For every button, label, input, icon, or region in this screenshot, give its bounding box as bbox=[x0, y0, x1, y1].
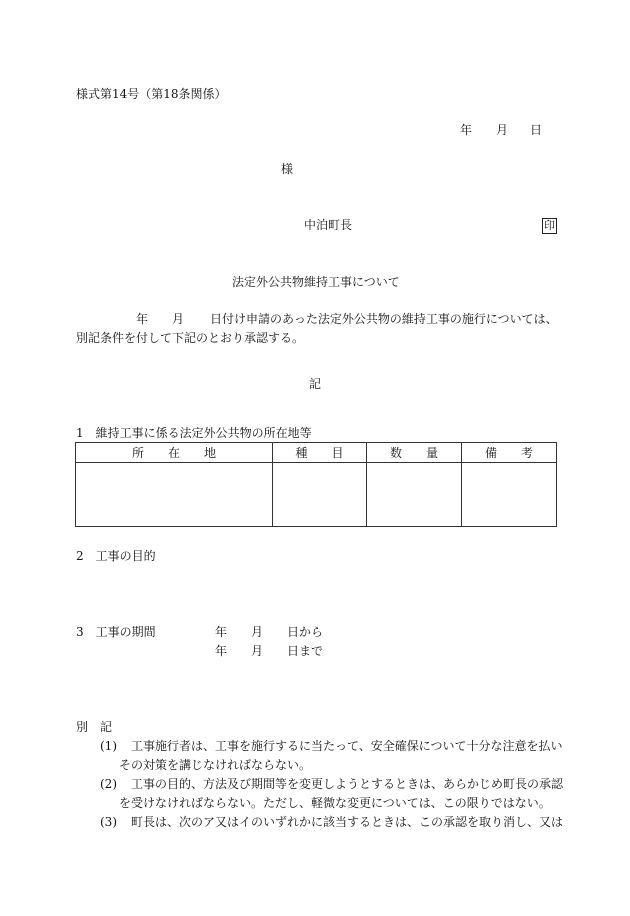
section1-heading: 1 維持工事に係る法定外公共物の所在地等 bbox=[76, 426, 312, 440]
table-row bbox=[76, 463, 557, 527]
date-day: 日 bbox=[530, 123, 543, 137]
intro-month: 月 bbox=[172, 312, 185, 326]
issuer-name: 中泊町長 bbox=[304, 218, 353, 232]
addressee-suffix: 様 bbox=[281, 162, 294, 176]
cell-type[interactable] bbox=[273, 463, 367, 527]
document-title: 法定外公共物維持工事について bbox=[232, 275, 400, 289]
column-header-quantity: 数 量 bbox=[367, 443, 462, 463]
cell-location[interactable] bbox=[76, 463, 273, 527]
intro-line-1 bbox=[136, 311, 558, 327]
section2-heading: 2 工事の目的 bbox=[76, 549, 156, 563]
cell-remarks[interactable] bbox=[462, 463, 557, 527]
from-day: 日から bbox=[287, 625, 324, 639]
date-month: 月 bbox=[496, 123, 509, 137]
condition-number: (2) bbox=[100, 777, 117, 791]
date-line bbox=[460, 122, 542, 138]
period-to bbox=[215, 643, 323, 659]
to-day: 日まで bbox=[287, 644, 324, 658]
from-year: 年 bbox=[215, 625, 228, 639]
seal-mark bbox=[542, 217, 557, 234]
from-month: 月 bbox=[251, 625, 264, 639]
to-month: 月 bbox=[251, 644, 264, 658]
column-header-location: 所 在 地 bbox=[76, 443, 273, 463]
intro-line-2: 別記条件を付して下記のとおり承認する。 bbox=[76, 331, 305, 345]
period-from bbox=[215, 624, 323, 640]
condition-line: 工事の目的、方法及び期間等を変更しようとするときは、あらかじめ町長の承認 bbox=[131, 777, 564, 791]
conditions-heading: 別 記 bbox=[76, 720, 113, 734]
condition-number: (3) bbox=[100, 815, 117, 829]
to-year: 年 bbox=[215, 644, 228, 658]
location-table bbox=[75, 442, 557, 527]
seal-label: 印 bbox=[544, 219, 555, 232]
condition-number: (1) bbox=[100, 739, 117, 753]
intro-line1-text: 日付け申請のあった法定外公共物の維持工事の施行については、 bbox=[210, 312, 558, 326]
date-year: 年 bbox=[460, 123, 473, 137]
form-number: 様式第14号（第18条関係） bbox=[76, 87, 227, 101]
condition-line: 町長は、次のア又はイのいずれかに該当するときは、この承認を取り消し、又は bbox=[131, 815, 564, 829]
column-header-type: 種 目 bbox=[273, 443, 367, 463]
table-header-row bbox=[76, 443, 557, 463]
ki-heading: 記 bbox=[309, 377, 322, 391]
condition-line: その対策を講じなければならない。 bbox=[119, 758, 312, 772]
condition-line: を受けなければならない。ただし、軽微な変更については、この限りではない。 bbox=[119, 796, 551, 810]
condition-line: 工事施行者は、工事を施行するに当たって、安全確保について十分な注意を払い bbox=[131, 739, 563, 753]
column-header-remarks: 備 考 bbox=[462, 443, 557, 463]
intro-year: 年 bbox=[136, 312, 149, 326]
section3-heading: 3 工事の期間 bbox=[76, 625, 156, 639]
cell-quantity[interactable] bbox=[367, 463, 462, 527]
